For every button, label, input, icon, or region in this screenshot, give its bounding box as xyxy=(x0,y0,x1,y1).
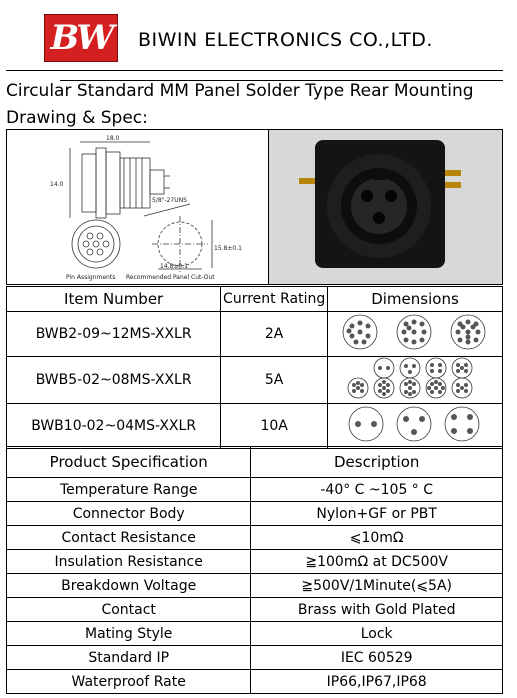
spec-label: Insulation Resistance xyxy=(7,550,251,574)
table-row xyxy=(7,312,503,357)
spec-value: Lock xyxy=(251,622,503,646)
item-table xyxy=(6,286,503,449)
pin-layout-diagram xyxy=(328,312,503,357)
pin-assignments-label: Pin Assignments xyxy=(66,274,116,281)
spec-label: Contact Resistance xyxy=(7,526,251,550)
table-row xyxy=(7,598,503,622)
spec-label: Standard IP xyxy=(7,646,251,670)
current-rating: 10A xyxy=(221,404,328,449)
pin-layout-diagram xyxy=(328,357,503,404)
table-row xyxy=(7,550,503,574)
table-row xyxy=(7,502,503,526)
spec-value: Nylon+GF or PBT xyxy=(251,502,503,526)
spec-table-header xyxy=(7,447,503,478)
item-table-header xyxy=(7,287,503,312)
pin-layout-diagram xyxy=(328,404,503,449)
spec-value: ≧500V/1Minute(⩽5A) xyxy=(251,574,503,598)
company-logo xyxy=(44,14,118,62)
spec-value: ≧100mΩ at DC500V xyxy=(251,550,503,574)
item-number: BWB2-09~12MS-XXLR xyxy=(7,312,221,357)
table-row xyxy=(7,526,503,550)
col-item-number: Item Number xyxy=(7,287,221,312)
col-description: Description xyxy=(251,447,503,478)
spec-value: IP66,IP67,IP68 xyxy=(251,670,503,694)
table-row xyxy=(7,574,503,598)
current-rating: 2A xyxy=(221,312,328,357)
table-row xyxy=(7,670,503,694)
spec-label: Mating Style xyxy=(7,622,251,646)
spec-value: IEC 60529 xyxy=(251,646,503,670)
item-number: BWB5-02~08MS-XXLR xyxy=(7,357,221,404)
col-product-specification: Product Specification xyxy=(7,447,251,478)
current-rating: 5A xyxy=(221,357,328,404)
spec-label: Connector Body xyxy=(7,502,251,526)
company-name: BIWIN ELECTRONICS CO.,LTD. xyxy=(138,29,433,51)
table-row xyxy=(7,622,503,646)
spec-value: ⩽10mΩ xyxy=(251,526,503,550)
header-rule xyxy=(6,70,503,71)
cutout-label: Recommended Panel Cut-Out xyxy=(126,274,215,281)
spec-value: Brass with Gold Plated xyxy=(251,598,503,622)
spec-label: Temperature Range xyxy=(7,478,251,502)
table-row xyxy=(7,646,503,670)
connector-photo xyxy=(269,130,502,284)
dim-cutout-h: 15.8±0.1 xyxy=(214,245,242,252)
item-number: BWB10-02~04MS-XXLR xyxy=(7,404,221,449)
col-current-rating: Current Rating xyxy=(221,287,328,312)
spec-value: -40° C ~105 ° C xyxy=(251,478,503,502)
technical-drawing xyxy=(40,132,266,282)
spec-label: Waterproof Rate xyxy=(7,670,251,694)
spec-label: Breakdown Voltage xyxy=(7,574,251,598)
dim-top: 18.0 xyxy=(106,135,120,142)
spec-label: Contact xyxy=(7,598,251,622)
page-subtitle: Drawing & Spec: xyxy=(6,108,148,128)
logo-text: BW xyxy=(50,18,112,58)
page-title: Circular Standard MM Panel Solder Type Rear Mounting xyxy=(6,81,474,101)
table-row xyxy=(7,478,503,502)
dim-cutout-w: 14.8±0.1 xyxy=(160,263,188,270)
dim-side: 14.0 xyxy=(50,181,64,188)
table-row xyxy=(7,357,503,404)
col-dimensions: Dimensions xyxy=(328,287,503,312)
table-row xyxy=(7,404,503,449)
thread-label: 5/8"-27UNS xyxy=(152,197,187,204)
spec-table xyxy=(6,446,503,694)
